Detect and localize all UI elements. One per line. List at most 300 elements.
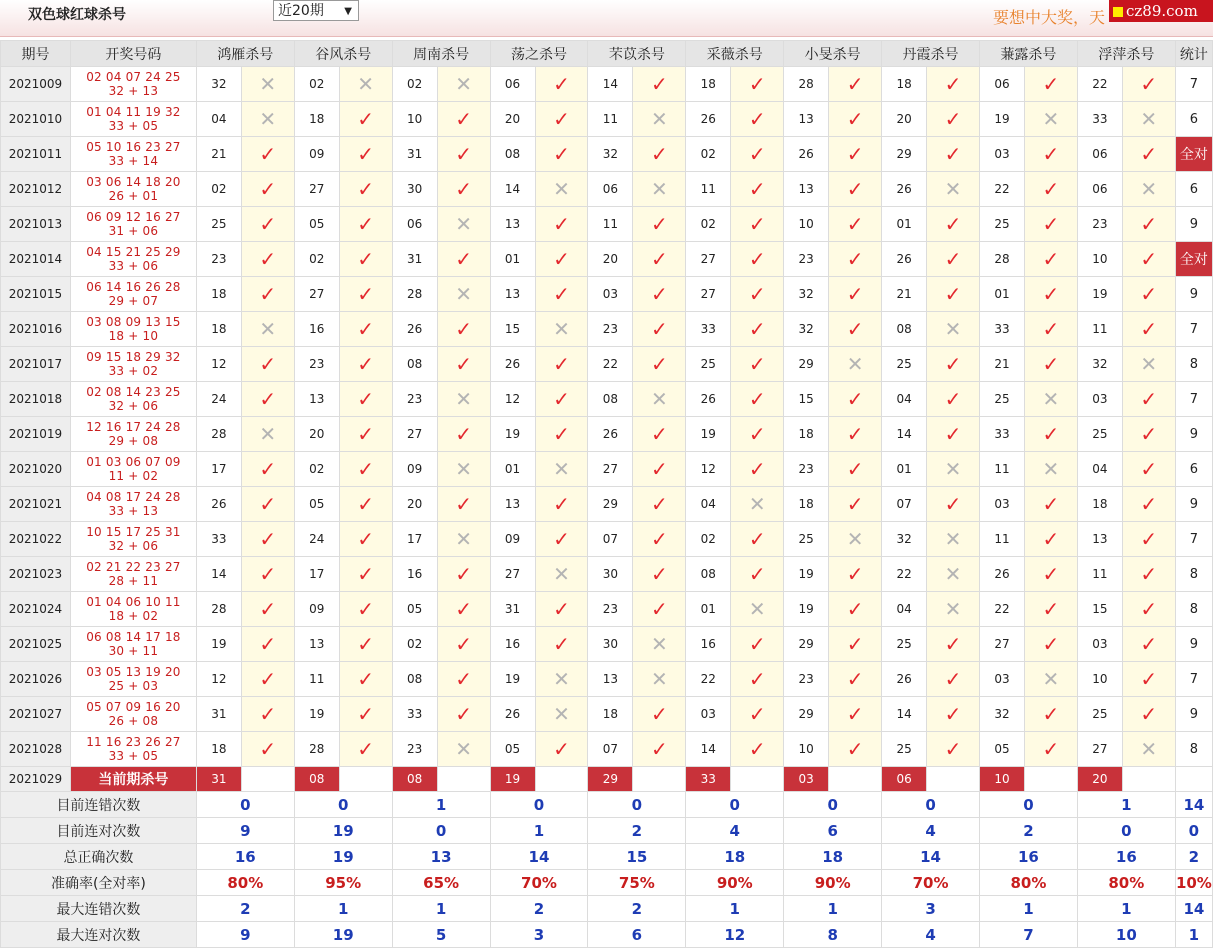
check-icon: ✓ (259, 562, 277, 586)
result-cell (437, 627, 490, 662)
summary-value: 13 (392, 844, 490, 870)
current-stat-cell (1175, 767, 1212, 792)
kill-number-cell: 30 (588, 557, 633, 592)
check-icon: ✓ (553, 527, 570, 551)
current-empty-cell (437, 767, 490, 792)
stat-cell: 全对 (1175, 242, 1212, 277)
result-cell (633, 557, 686, 592)
kill-number-cell: 02 (196, 172, 241, 207)
check-icon: ✓ (846, 702, 864, 726)
kill-number-cell: 22 (980, 592, 1025, 627)
check-icon: ✓ (846, 177, 864, 201)
cross-icon: ✕ (553, 177, 570, 201)
kill-number-cell: 27 (686, 277, 731, 312)
table-row (1, 487, 1213, 522)
result-cell (829, 662, 882, 697)
result-cell (927, 487, 980, 522)
check-icon: ✓ (259, 247, 277, 271)
result-cell (731, 627, 784, 662)
check-icon: ✓ (455, 317, 472, 341)
kill-number-cell: 18 (196, 277, 241, 312)
cross-icon: ✕ (650, 667, 668, 691)
result-cell (535, 242, 588, 277)
check-icon: ✓ (553, 212, 570, 236)
check-icon: ✓ (846, 212, 864, 236)
draw-numbers-cell (70, 592, 196, 627)
result-cell (633, 312, 686, 347)
result-cell (1024, 137, 1077, 172)
check-icon: ✓ (553, 142, 570, 166)
check-icon: ✓ (650, 457, 668, 481)
result-cell (241, 277, 294, 312)
kill-number-cell: 18 (1077, 487, 1122, 522)
summary-value: 1 (392, 896, 490, 922)
period-cell: 2021018 (1, 382, 71, 417)
result-cell (1024, 732, 1077, 767)
draw-line-2: 32 + 13 (108, 84, 159, 98)
current-period-cell: 2021029 (1, 767, 71, 792)
current-empty-cell (339, 767, 392, 792)
result-cell (535, 347, 588, 382)
result-cell (339, 207, 392, 242)
kill-number-cell: 19 (784, 557, 829, 592)
result-cell (339, 697, 392, 732)
check-icon: ✓ (1140, 142, 1158, 166)
check-icon: ✓ (944, 737, 962, 761)
kill-number-cell: 21 (882, 277, 927, 312)
cross-icon: ✕ (553, 562, 570, 586)
check-icon: ✓ (846, 737, 864, 761)
kill-number-cell: 18 (196, 312, 241, 347)
result-cell (437, 242, 490, 277)
kill-number-cell: 22 (686, 662, 731, 697)
draw-line-1: 12 16 17 24 28 (86, 420, 181, 434)
result-cell (437, 662, 490, 697)
summary-value: 0 (1077, 818, 1175, 844)
table-row (1, 67, 1213, 102)
cross-icon: ✕ (944, 317, 962, 341)
result-cell (339, 277, 392, 312)
site-logo[interactable] (1109, 0, 1213, 22)
kill-number-cell: 32 (588, 137, 633, 172)
check-icon: ✓ (846, 72, 864, 96)
check-icon: ✓ (748, 457, 766, 481)
cross-icon: ✕ (944, 177, 962, 201)
result-cell (1024, 207, 1077, 242)
draw-line-2: 28 + 11 (108, 574, 159, 588)
summary-value: 3 (882, 896, 980, 922)
kill-number-cell: 27 (294, 172, 339, 207)
result-cell (1122, 172, 1175, 207)
check-icon: ✓ (1140, 527, 1158, 551)
check-icon: ✓ (944, 492, 962, 516)
result-cell (535, 172, 588, 207)
kill-number-cell: 01 (882, 452, 927, 487)
draw-line-2: 30 + 11 (108, 644, 159, 658)
kill-number-cell: 31 (392, 137, 437, 172)
current-empty-cell (1122, 767, 1175, 792)
table-row (1, 452, 1213, 487)
check-icon: ✓ (357, 527, 375, 551)
result-cell (437, 137, 490, 172)
cross-icon: ✕ (357, 72, 375, 96)
check-icon: ✓ (846, 457, 864, 481)
kill-number-cell: 19 (196, 627, 241, 662)
stat-cell: 9 (1175, 417, 1212, 452)
kill-number-cell: 27 (686, 242, 731, 277)
result-cell (241, 207, 294, 242)
check-icon: ✓ (357, 317, 375, 341)
result-cell (927, 557, 980, 592)
check-icon: ✓ (1140, 492, 1158, 516)
draw-numbers-cell (70, 557, 196, 592)
result-cell (731, 382, 784, 417)
result-cell (927, 417, 980, 452)
result-cell (241, 452, 294, 487)
kill-number-cell: 19 (784, 592, 829, 627)
check-icon: ✓ (944, 282, 962, 306)
summary-value: 80% (196, 870, 294, 896)
result-cell (1024, 697, 1077, 732)
period-cell: 2021020 (1, 452, 71, 487)
kill-number-cell: 02 (686, 137, 731, 172)
kill-number-cell: 10 (1077, 662, 1122, 697)
kill-number-cell: 14 (490, 172, 535, 207)
cross-icon: ✕ (748, 492, 766, 516)
period-cell: 2021016 (1, 312, 71, 347)
draw-line-2: 29 + 07 (108, 294, 159, 308)
kill-number-cell: 10 (1077, 242, 1122, 277)
kill-number-cell: 09 (294, 137, 339, 172)
check-icon: ✓ (1042, 247, 1060, 271)
kill-number-cell: 25 (882, 732, 927, 767)
check-icon: ✓ (748, 247, 766, 271)
stat-cell: 8 (1175, 347, 1212, 382)
kill-number-cell: 11 (1077, 557, 1122, 592)
check-icon: ✓ (650, 212, 668, 236)
draw-numbers-cell (70, 137, 196, 172)
result-cell (535, 487, 588, 522)
kill-number-cell: 16 (490, 627, 535, 662)
draw-line-2: 18 + 02 (108, 609, 159, 623)
draw-line-1: 05 07 09 16 20 (86, 700, 181, 714)
period-cell: 2021028 (1, 732, 71, 767)
kill-number-cell: 19 (980, 102, 1025, 137)
draw-line-1: 04 08 17 24 28 (86, 490, 181, 504)
period-cell: 2021009 (1, 67, 71, 102)
kill-number-cell: 13 (490, 487, 535, 522)
kill-number-cell: 19 (294, 697, 339, 732)
table-row (1, 207, 1213, 242)
summary-value: 16 (980, 844, 1078, 870)
result-cell (437, 732, 490, 767)
check-icon: ✓ (455, 562, 472, 586)
stat-cell: 7 (1175, 382, 1212, 417)
summary-value: 15 (588, 844, 686, 870)
result-cell (731, 592, 784, 627)
result-cell (535, 312, 588, 347)
summary-value: 0 (686, 792, 784, 818)
check-icon: ✓ (455, 247, 472, 271)
period-select-value: 近20期 (278, 3, 324, 19)
cross-icon: ✕ (1042, 107, 1060, 131)
kill-number-cell: 04 (686, 487, 731, 522)
check-icon: ✓ (1042, 317, 1060, 341)
kill-number-cell: 23 (784, 242, 829, 277)
kill-number-cell: 19 (1077, 277, 1122, 312)
kill-number-cell: 02 (294, 452, 339, 487)
check-icon: ✓ (455, 422, 472, 446)
kill-number-cell: 02 (294, 242, 339, 277)
kill-number-cell: 06 (1077, 172, 1122, 207)
kill-number-cell: 32 (882, 522, 927, 557)
result-cell (1122, 732, 1175, 767)
result-cell (829, 277, 882, 312)
cross-icon: ✕ (1140, 352, 1158, 376)
kill-number-cell: 15 (784, 382, 829, 417)
result-cell (633, 732, 686, 767)
check-icon: ✓ (748, 667, 766, 691)
draw-line-1: 03 06 14 18 20 (86, 175, 181, 189)
result-cell (437, 312, 490, 347)
check-icon: ✓ (846, 632, 864, 656)
kill-number-cell: 16 (686, 627, 731, 662)
result-cell (241, 592, 294, 627)
kill-number-cell: 08 (392, 347, 437, 382)
draw-line-1: 05 10 16 23 27 (86, 140, 181, 154)
check-icon: ✓ (259, 702, 277, 726)
check-icon: ✓ (748, 422, 766, 446)
summary-value: 70% (490, 870, 588, 896)
column-header: 周南杀号 (392, 41, 490, 67)
draw-numbers-cell (70, 67, 196, 102)
check-icon: ✓ (944, 107, 962, 131)
check-icon: ✓ (1140, 667, 1158, 691)
check-icon: ✓ (259, 527, 277, 551)
draw-numbers-cell (70, 382, 196, 417)
summary-value: 1 (686, 896, 784, 922)
result-cell (927, 452, 980, 487)
kill-number-cell: 08 (686, 557, 731, 592)
kill-number-cell: 33 (980, 312, 1025, 347)
kill-number-cell: 30 (392, 172, 437, 207)
draw-line-2: 31 + 06 (108, 224, 159, 238)
summary-row (1, 896, 1213, 922)
result-cell (829, 627, 882, 662)
result-cell (1024, 102, 1077, 137)
check-icon: ✓ (650, 562, 668, 586)
result-cell (241, 417, 294, 452)
check-icon: ✓ (259, 492, 277, 516)
kill-number-cell: 03 (588, 277, 633, 312)
period-cell: 2021024 (1, 592, 71, 627)
period-cell: 2021013 (1, 207, 71, 242)
kill-number-cell: 18 (784, 487, 829, 522)
summary-value: 90% (686, 870, 784, 896)
result-cell (241, 242, 294, 277)
kill-number-cell: 17 (392, 522, 437, 557)
check-icon: ✓ (846, 247, 864, 271)
result-cell (1122, 312, 1175, 347)
column-header: 小旻杀号 (784, 41, 882, 67)
cross-icon: ✕ (944, 562, 962, 586)
result-cell (241, 67, 294, 102)
kill-number-cell: 33 (1077, 102, 1122, 137)
table-row (1, 662, 1213, 697)
kill-number-cell: 11 (294, 662, 339, 697)
check-icon: ✓ (357, 562, 375, 586)
kill-number-cell: 13 (784, 172, 829, 207)
kill-number-cell: 15 (490, 312, 535, 347)
stat-cell: 6 (1175, 102, 1212, 137)
check-icon: ✓ (650, 142, 668, 166)
summary-value: 16 (196, 844, 294, 870)
kill-number-cell: 08 (392, 662, 437, 697)
check-icon: ✓ (553, 282, 570, 306)
kill-number-cell: 25 (196, 207, 241, 242)
stat-cell: 9 (1175, 697, 1212, 732)
kill-number-cell: 24 (294, 522, 339, 557)
check-icon: ✓ (748, 142, 766, 166)
result-cell (437, 697, 490, 732)
kill-number-cell: 27 (588, 452, 633, 487)
kill-number-cell: 26 (588, 417, 633, 452)
kill-number-cell: 01 (882, 207, 927, 242)
result-cell (241, 312, 294, 347)
kill-number-cell: 33 (196, 522, 241, 557)
check-icon: ✓ (259, 737, 277, 761)
check-icon: ✓ (1042, 702, 1060, 726)
check-icon: ✓ (455, 597, 472, 621)
table-row (1, 522, 1213, 557)
kill-number-cell: 25 (980, 382, 1025, 417)
result-cell (633, 347, 686, 382)
kill-number-cell: 32 (1077, 347, 1122, 382)
table-row (1, 697, 1213, 732)
check-icon: ✓ (846, 562, 864, 586)
kill-number-cell: 12 (686, 452, 731, 487)
cross-icon: ✕ (650, 107, 668, 131)
summary-value: 0 (1175, 818, 1212, 844)
check-icon: ✓ (357, 212, 375, 236)
check-icon: ✓ (748, 212, 766, 236)
column-header: 谷风杀号 (294, 41, 392, 67)
kill-number-cell: 07 (588, 732, 633, 767)
kill-number-cell: 31 (392, 242, 437, 277)
kill-number-cell: 27 (392, 417, 437, 452)
kill-number-cell: 25 (980, 207, 1025, 242)
check-icon: ✓ (944, 212, 962, 236)
kill-number-cell: 14 (882, 697, 927, 732)
check-icon: ✓ (846, 142, 864, 166)
result-cell (241, 137, 294, 172)
summary-value: 4 (686, 818, 784, 844)
check-icon: ✓ (748, 317, 766, 341)
draw-line-1: 01 04 11 19 32 (86, 105, 181, 119)
kill-number-cell: 05 (294, 487, 339, 522)
kill-number-cell: 11 (588, 102, 633, 137)
kill-number-table (0, 40, 1213, 948)
cross-icon: ✕ (553, 702, 570, 726)
draw-line-1: 02 04 07 24 25 (86, 70, 181, 84)
period-cell: 2021026 (1, 662, 71, 697)
result-cell (535, 557, 588, 592)
cross-icon: ✕ (259, 107, 277, 131)
kill-number-cell: 23 (784, 662, 829, 697)
cross-icon: ✕ (1042, 457, 1060, 481)
cross-icon: ✕ (259, 72, 277, 96)
kill-number-cell: 03 (686, 697, 731, 732)
result-cell (1122, 417, 1175, 452)
summary-value: 4 (882, 818, 980, 844)
result-cell (1122, 102, 1175, 137)
result-cell (633, 592, 686, 627)
result-cell (731, 347, 784, 382)
summary-value: 2 (588, 818, 686, 844)
period-cell: 2021012 (1, 172, 71, 207)
check-icon: ✓ (650, 702, 668, 726)
summary-value: 3 (490, 922, 588, 948)
kill-number-cell: 26 (980, 557, 1025, 592)
check-icon: ✓ (944, 702, 962, 726)
kill-number-cell: 28 (980, 242, 1025, 277)
kill-number-cell: 18 (882, 67, 927, 102)
result-cell (633, 102, 686, 137)
result-cell (241, 732, 294, 767)
result-cell (829, 137, 882, 172)
draw-line-1: 09 15 18 29 32 (86, 350, 181, 364)
result-cell (927, 277, 980, 312)
kill-number-cell: 23 (784, 452, 829, 487)
summary-value: 0 (294, 792, 392, 818)
period-select[interactable] (273, 0, 359, 21)
cross-icon: ✕ (455, 387, 472, 411)
result-cell (731, 452, 784, 487)
kill-number-cell: 19 (490, 662, 535, 697)
current-kill-number: 10 (980, 767, 1025, 792)
header-row (1, 41, 1213, 67)
kill-number-cell: 18 (784, 417, 829, 452)
cross-icon: ✕ (553, 317, 570, 341)
kill-number-cell: 23 (392, 382, 437, 417)
result-cell (437, 522, 490, 557)
stat-cell: 7 (1175, 312, 1212, 347)
result-cell (241, 382, 294, 417)
result-cell (339, 382, 392, 417)
result-cell (1024, 487, 1077, 522)
result-cell (927, 522, 980, 557)
result-cell (633, 172, 686, 207)
check-icon: ✓ (1042, 72, 1060, 96)
kill-number-cell: 25 (882, 627, 927, 662)
result-cell (731, 557, 784, 592)
draw-line-2: 26 + 08 (108, 714, 159, 728)
summary-value: 65% (392, 870, 490, 896)
result-cell (927, 242, 980, 277)
result-cell (241, 522, 294, 557)
column-header: 期号 (1, 41, 71, 67)
table-row (1, 347, 1213, 382)
draw-numbers-cell (70, 347, 196, 382)
result-cell (1024, 627, 1077, 662)
kill-number-cell: 18 (294, 102, 339, 137)
kill-number-cell: 14 (588, 67, 633, 102)
stat-cell: 8 (1175, 557, 1212, 592)
draw-line-2: 26 + 01 (108, 189, 159, 203)
kill-number-cell: 25 (1077, 697, 1122, 732)
check-icon: ✓ (455, 492, 472, 516)
kill-number-cell: 03 (980, 487, 1025, 522)
